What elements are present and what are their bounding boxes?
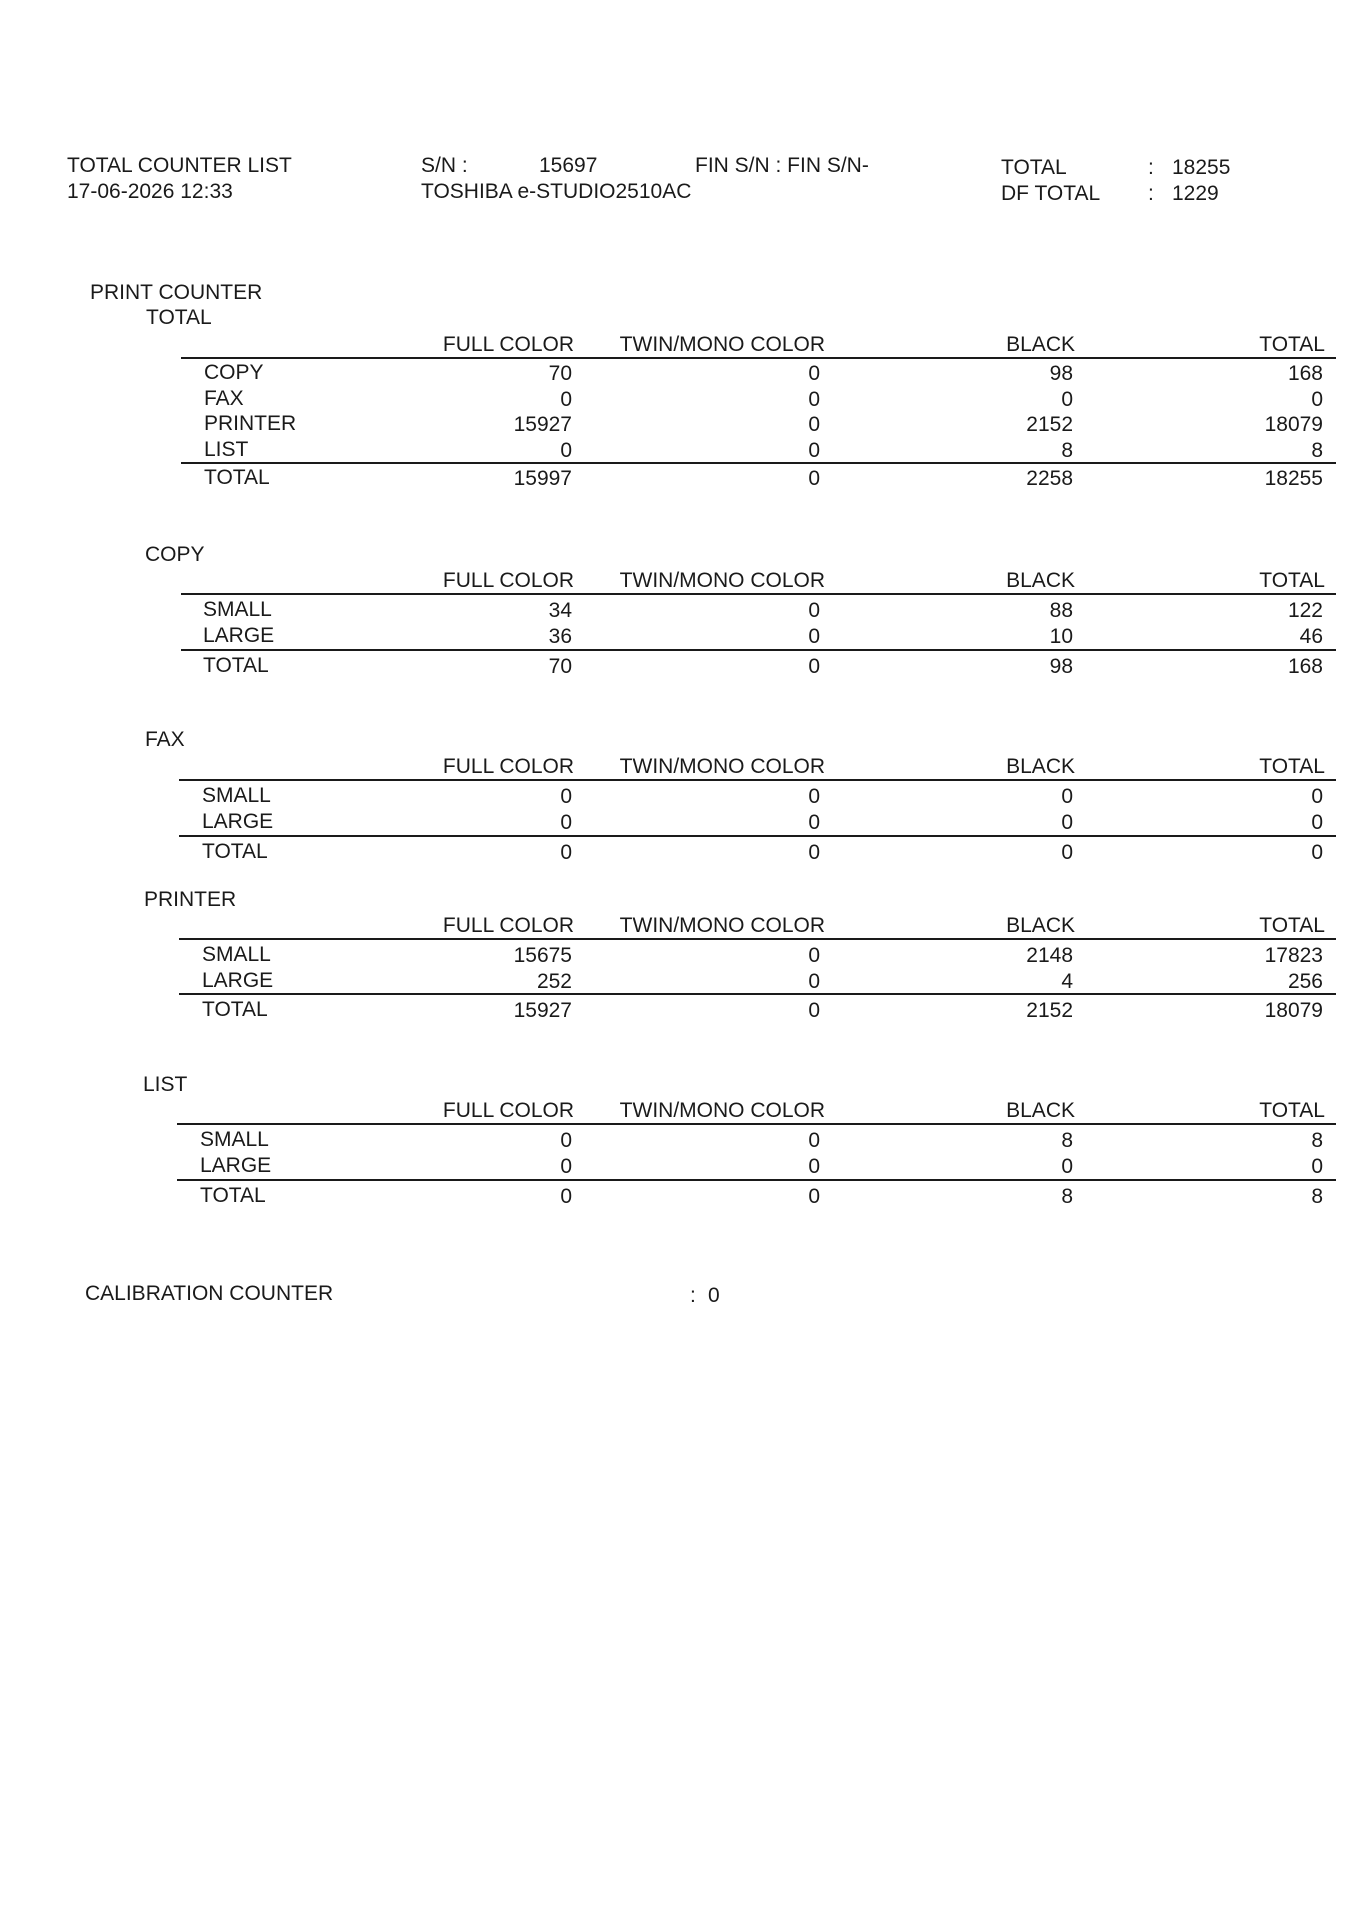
fax-section-title: FAX [145,728,185,751]
print-counter-total-total-value: 18255 [1264,467,1323,490]
list-row-label: LARGE [200,1154,272,1177]
fax-total-total-value: 0 [1311,841,1323,864]
print-counter-row-black-value: 8 [1061,439,1073,462]
list-section-title: LIST [143,1073,188,1096]
fax-row-label: SMALL [202,784,271,807]
copy-row-black-value: 88 [1049,599,1073,622]
print-counter-title: PRINT COUNTER [90,281,263,304]
print-counter-row-label: FAX [204,387,244,410]
list-row-label: SMALL [200,1128,269,1151]
printer-section-title: PRINTER [144,888,237,911]
copy-row-full-color-value: 36 [548,625,572,648]
copy-total-black-value: 98 [1049,655,1073,678]
print-counter-row-total-value: 168 [1287,362,1323,385]
printer-header-full-color: FULL COLOR [442,914,574,937]
copy-header-full-color: FULL COLOR [442,569,574,592]
copy-total-twin-mono-color-value: 0 [808,655,820,678]
printer-row-full-color-value: 15675 [513,944,572,967]
total-value: 18255 [1172,156,1231,179]
fax-total-rule [179,835,1336,837]
fax-total-twin-mono-color-value: 0 [808,841,820,864]
fax-row-black-value: 0 [1061,811,1073,834]
printer-row-label: SMALL [202,943,271,966]
fax-header-twin-mono-color: TWIN/MONO COLOR [619,755,825,778]
printer-row-label: LARGE [202,969,274,992]
fax-row-black-value: 0 [1061,785,1073,808]
list-header-black: BLACK [1006,1099,1075,1122]
print-counter-row-total-value: 18079 [1264,413,1323,436]
copy-row-total-value: 122 [1287,599,1323,622]
print-counter-total-full-color-value: 15997 [513,467,572,490]
printer-row-full-color-value: 252 [536,970,572,993]
print-counter-row-full-color-value: 0 [560,439,572,462]
list-row-full-color-value: 0 [560,1155,572,1178]
copy-total-rule [181,649,1336,651]
copy-row-twin-mono-color-value: 0 [808,599,820,622]
calibration-counter-colon: : [690,1284,696,1307]
list-row-total-value: 0 [1311,1155,1323,1178]
copy-section-title: COPY [145,543,205,566]
copy-total-full-color-value: 70 [548,655,572,678]
fax-row-full-color-value: 0 [560,785,572,808]
print-counter-row-full-color-value: 0 [560,388,572,411]
device-model: TOSHIBA e-STUDIO2510AC [421,180,692,203]
calibration-counter-label: CALIBRATION COUNTER [85,1282,334,1305]
list-header-twin-mono-color: TWIN/MONO COLOR [619,1099,825,1122]
print-counter-row-black-value: 0 [1061,388,1073,411]
fax-row-total-value: 0 [1311,785,1323,808]
printer-row-twin-mono-color-value: 0 [808,944,820,967]
list-header-rule [177,1123,1336,1125]
fax-row-total-value: 0 [1311,811,1323,834]
serial-number-label: S/N : [421,154,468,177]
list-header-full-color: FULL COLOR [442,1099,574,1122]
print-counter-row-twin-mono-color-value: 0 [808,439,820,462]
print-counter-total-black-value: 2258 [1026,467,1073,490]
df-total-value: 1229 [1172,182,1219,205]
fax-total-full-color-value: 0 [560,841,572,864]
copy-row-label: SMALL [203,598,272,621]
printer-total-twin-mono-color-value: 0 [808,999,820,1022]
list-total-label: TOTAL [200,1184,266,1207]
fax-row-label: LARGE [202,810,274,833]
print-counter-row-label: COPY [204,361,264,384]
report-datetime: 17-06-2026 12:33 [67,180,233,203]
fax-total-label: TOTAL [202,840,268,863]
fax-header-rule [179,779,1336,781]
print-counter-header-black: BLACK [1006,333,1075,356]
list-total-total-value: 8 [1311,1185,1323,1208]
serial-number-value: 15697 [539,154,598,177]
list-total-twin-mono-color-value: 0 [808,1185,820,1208]
report-title: TOTAL COUNTER LIST [67,154,292,177]
printer-total-rule [179,993,1336,995]
printer-row-total-value: 17823 [1264,944,1323,967]
copy-row-black-value: 10 [1049,625,1073,648]
fax-total-black-value: 0 [1061,841,1073,864]
print-counter-header-full-color: FULL COLOR [442,333,574,356]
copy-header-twin-mono-color: TWIN/MONO COLOR [619,569,825,592]
printer-row-twin-mono-color-value: 0 [808,970,820,993]
print-counter-row-label: LIST [204,438,249,461]
fax-row-full-color-value: 0 [560,811,572,834]
calibration-counter-value: 0 [708,1284,720,1307]
list-row-twin-mono-color-value: 0 [808,1155,820,1178]
copy-total-label: TOTAL [203,654,269,677]
print-counter-row-full-color-value: 15927 [513,413,572,436]
print-counter-row-twin-mono-color-value: 0 [808,413,820,436]
printer-row-black-value: 2148 [1026,944,1073,967]
list-row-total-value: 8 [1311,1129,1323,1152]
total-label: TOTAL [1001,156,1067,179]
print-counter-row-total-value: 0 [1311,388,1323,411]
total-colon: : [1148,156,1154,179]
print-counter-row-black-value: 98 [1049,362,1073,385]
fax-row-twin-mono-color-value: 0 [808,785,820,808]
list-total-black-value: 8 [1061,1185,1073,1208]
printer-header-twin-mono-color: TWIN/MONO COLOR [619,914,825,937]
printer-row-total-value: 256 [1287,970,1323,993]
fax-header-full-color: FULL COLOR [442,755,574,778]
printer-header-rule [179,938,1336,940]
copy-row-twin-mono-color-value: 0 [808,625,820,648]
list-row-full-color-value: 0 [560,1129,572,1152]
print-counter-row-twin-mono-color-value: 0 [808,388,820,411]
fax-header-total: TOTAL [1259,755,1325,778]
copy-row-label: LARGE [203,624,275,647]
printer-total-black-value: 2152 [1026,999,1073,1022]
printer-header-black: BLACK [1006,914,1075,937]
df-total-label: DF TOTAL [1001,182,1101,205]
print-counter-row-total-value: 8 [1311,439,1323,462]
df-total-colon: : [1148,182,1154,205]
copy-header-rule [181,593,1336,595]
printer-total-total-value: 18079 [1264,999,1323,1022]
print-counter-row-full-color-value: 70 [548,362,572,385]
copy-row-full-color-value: 34 [548,599,572,622]
list-row-black-value: 8 [1061,1129,1073,1152]
fax-row-twin-mono-color-value: 0 [808,811,820,834]
list-row-black-value: 0 [1061,1155,1073,1178]
printer-total-full-color-value: 15927 [513,999,572,1022]
print-counter-subtitle: TOTAL [146,306,212,329]
print-counter-total-label: TOTAL [204,466,270,489]
list-row-twin-mono-color-value: 0 [808,1129,820,1152]
copy-header-total: TOTAL [1259,569,1325,592]
finisher-serial-number: FIN S/N : FIN S/N- [695,154,869,177]
printer-row-black-value: 4 [1061,970,1073,993]
copy-row-total-value: 46 [1299,625,1323,648]
fax-header-black: BLACK [1006,755,1075,778]
copy-header-black: BLACK [1006,569,1075,592]
copy-total-total-value: 168 [1287,655,1323,678]
print-counter-header-rule [181,357,1336,359]
print-counter-row-black-value: 2152 [1026,413,1073,436]
list-total-full-color-value: 0 [560,1185,572,1208]
print-counter-header-total: TOTAL [1259,333,1325,356]
printer-header-total: TOTAL [1259,914,1325,937]
print-counter-total-twin-mono-color-value: 0 [808,467,820,490]
print-counter-header-twin-mono-color: TWIN/MONO COLOR [619,333,825,356]
print-counter-row-twin-mono-color-value: 0 [808,362,820,385]
printer-total-label: TOTAL [202,998,268,1021]
print-counter-total-rule [181,462,1336,464]
print-counter-row-label: PRINTER [204,412,297,435]
list-header-total: TOTAL [1259,1099,1325,1122]
list-total-rule [177,1179,1336,1181]
